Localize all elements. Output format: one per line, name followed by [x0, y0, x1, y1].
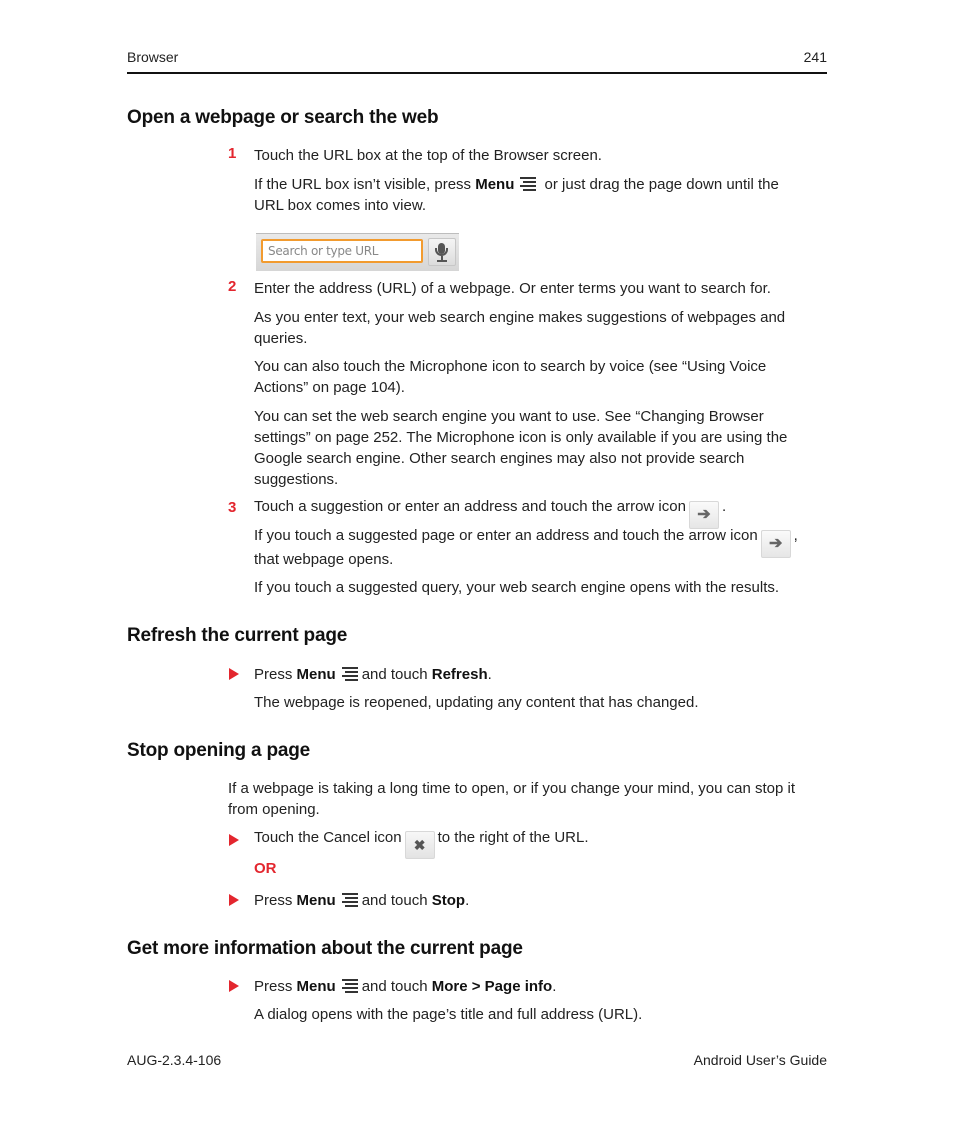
footer-right: Android User’s Guide	[693, 1052, 827, 1068]
paragraph-line: You can also touch the Microphone icon to search by voice (see “Using Voice	[254, 358, 767, 375]
menu-label: Menu	[296, 892, 336, 909]
arrow-icon: ➔	[689, 501, 719, 529]
paragraph-line: Actions” on page 104).	[254, 379, 405, 396]
url-placeholder: Search or type URL	[268, 244, 379, 258]
step-number: 2	[228, 278, 237, 295]
cancel-icon: ✖	[405, 831, 435, 859]
triangle-bullet-icon	[229, 834, 239, 846]
paragraph	[228, 778, 795, 820]
note-text: If the URL box isn’t visible, press	[254, 176, 476, 193]
bullet-text	[254, 827, 589, 859]
step-text: Touch a suggestion or enter an address and touch the arrow icon ➔ .	[254, 496, 726, 529]
paragraph-line: from opening.	[228, 801, 320, 818]
text: Press	[254, 892, 297, 909]
action-label: Stop	[431, 892, 466, 909]
paragraph-line: You can set the web search engine you want to use. See “Changing Browser	[254, 408, 764, 425]
menu-label: Menu	[475, 176, 515, 193]
triangle-bullet-icon	[229, 894, 239, 906]
text: Press	[254, 978, 297, 995]
bullet-text: Press Menu and touch Stop.	[254, 892, 470, 909]
action-label: Refresh	[431, 666, 488, 683]
arrow-icon: ➔	[761, 530, 791, 558]
url-box[interactable]	[261, 239, 423, 263]
text: to the right of the URL.	[437, 829, 589, 846]
header-rule	[127, 72, 827, 74]
microphone-icon[interactable]	[428, 238, 456, 266]
bullet-text: Press Menu and touch Refresh.	[254, 666, 492, 683]
paragraph	[254, 307, 785, 349]
bullet-text: Press Menu and touch More > Page info.	[254, 978, 557, 995]
result-text: The webpage is reopened, updating any content that has changed.	[254, 694, 699, 711]
text: Press	[254, 666, 297, 683]
menu-icon	[342, 893, 358, 906]
step-text-span: Touch a suggestion or enter an address and touch the arrow icon	[254, 498, 686, 515]
text: and touch	[361, 892, 432, 909]
page-number: 241	[803, 49, 827, 65]
paragraph-line: queries.	[254, 330, 308, 347]
step-text: Touch the URL box at the top of the Browser screen.	[254, 147, 602, 164]
section-title-info: Get more information about the current page	[127, 938, 523, 959]
step-text: Enter the address (URL) of a webpage. Or enter terms you want to search for.	[254, 280, 771, 297]
paragraph-line: As you enter text, your web search engine makes suggestions of webpages and	[254, 309, 786, 326]
paragraph-line: Google search engine. Other search engines may also not provide search	[254, 450, 745, 467]
action-label: More > Page info	[431, 978, 553, 995]
menu-label: Menu	[296, 666, 336, 683]
triangle-bullet-icon	[229, 668, 239, 680]
step-number: 1	[228, 145, 237, 162]
result-text: A dialog opens with the page’s title and full address (URL).	[254, 1006, 643, 1023]
section-title-stop: Stop opening a page	[127, 740, 311, 761]
text: and touch	[361, 978, 432, 995]
header-section: Browser	[127, 49, 179, 65]
menu-label: Menu	[296, 978, 336, 995]
url-bar-image	[256, 233, 459, 271]
footer-left: AUG-2.3.4-106	[127, 1052, 222, 1068]
paragraph-line: If a webpage is taking a long time to open, or if you change your mind, you can stop it	[228, 780, 796, 797]
text: and touch	[361, 666, 432, 683]
section-title-open: Open a webpage or search the web	[127, 107, 439, 128]
step-note	[254, 174, 779, 195]
paragraph-line: that webpage opens.	[254, 551, 394, 568]
paragraph	[254, 356, 766, 398]
paragraph-line: suggestions.	[254, 471, 339, 488]
menu-icon	[342, 667, 358, 680]
triangle-bullet-icon	[229, 980, 239, 992]
paragraph	[254, 406, 787, 490]
step-number: 3	[228, 499, 237, 516]
paragraph: If you touch a suggested query, your web search engine opens with the results.	[254, 579, 780, 596]
paragraph: If you touch a suggested page or enter an address and touch the arrow icon ➔ ,	[254, 525, 798, 558]
step-note-line2: URL box comes into view.	[254, 197, 427, 214]
section-title-refresh: Refresh the current page	[127, 625, 348, 646]
paragraph-line: settings” on page 252. The Microphone icon is only available if you are using the	[254, 429, 788, 446]
or-label: OR	[254, 860, 277, 877]
menu-icon	[342, 979, 358, 992]
paragraph-line: If you touch a suggested page or enter an address and touch the arrow icon	[254, 527, 758, 544]
note-text-2: or just drag the page down until the	[540, 176, 779, 193]
menu-icon	[520, 177, 536, 190]
text: Touch the Cancel icon	[254, 829, 402, 846]
